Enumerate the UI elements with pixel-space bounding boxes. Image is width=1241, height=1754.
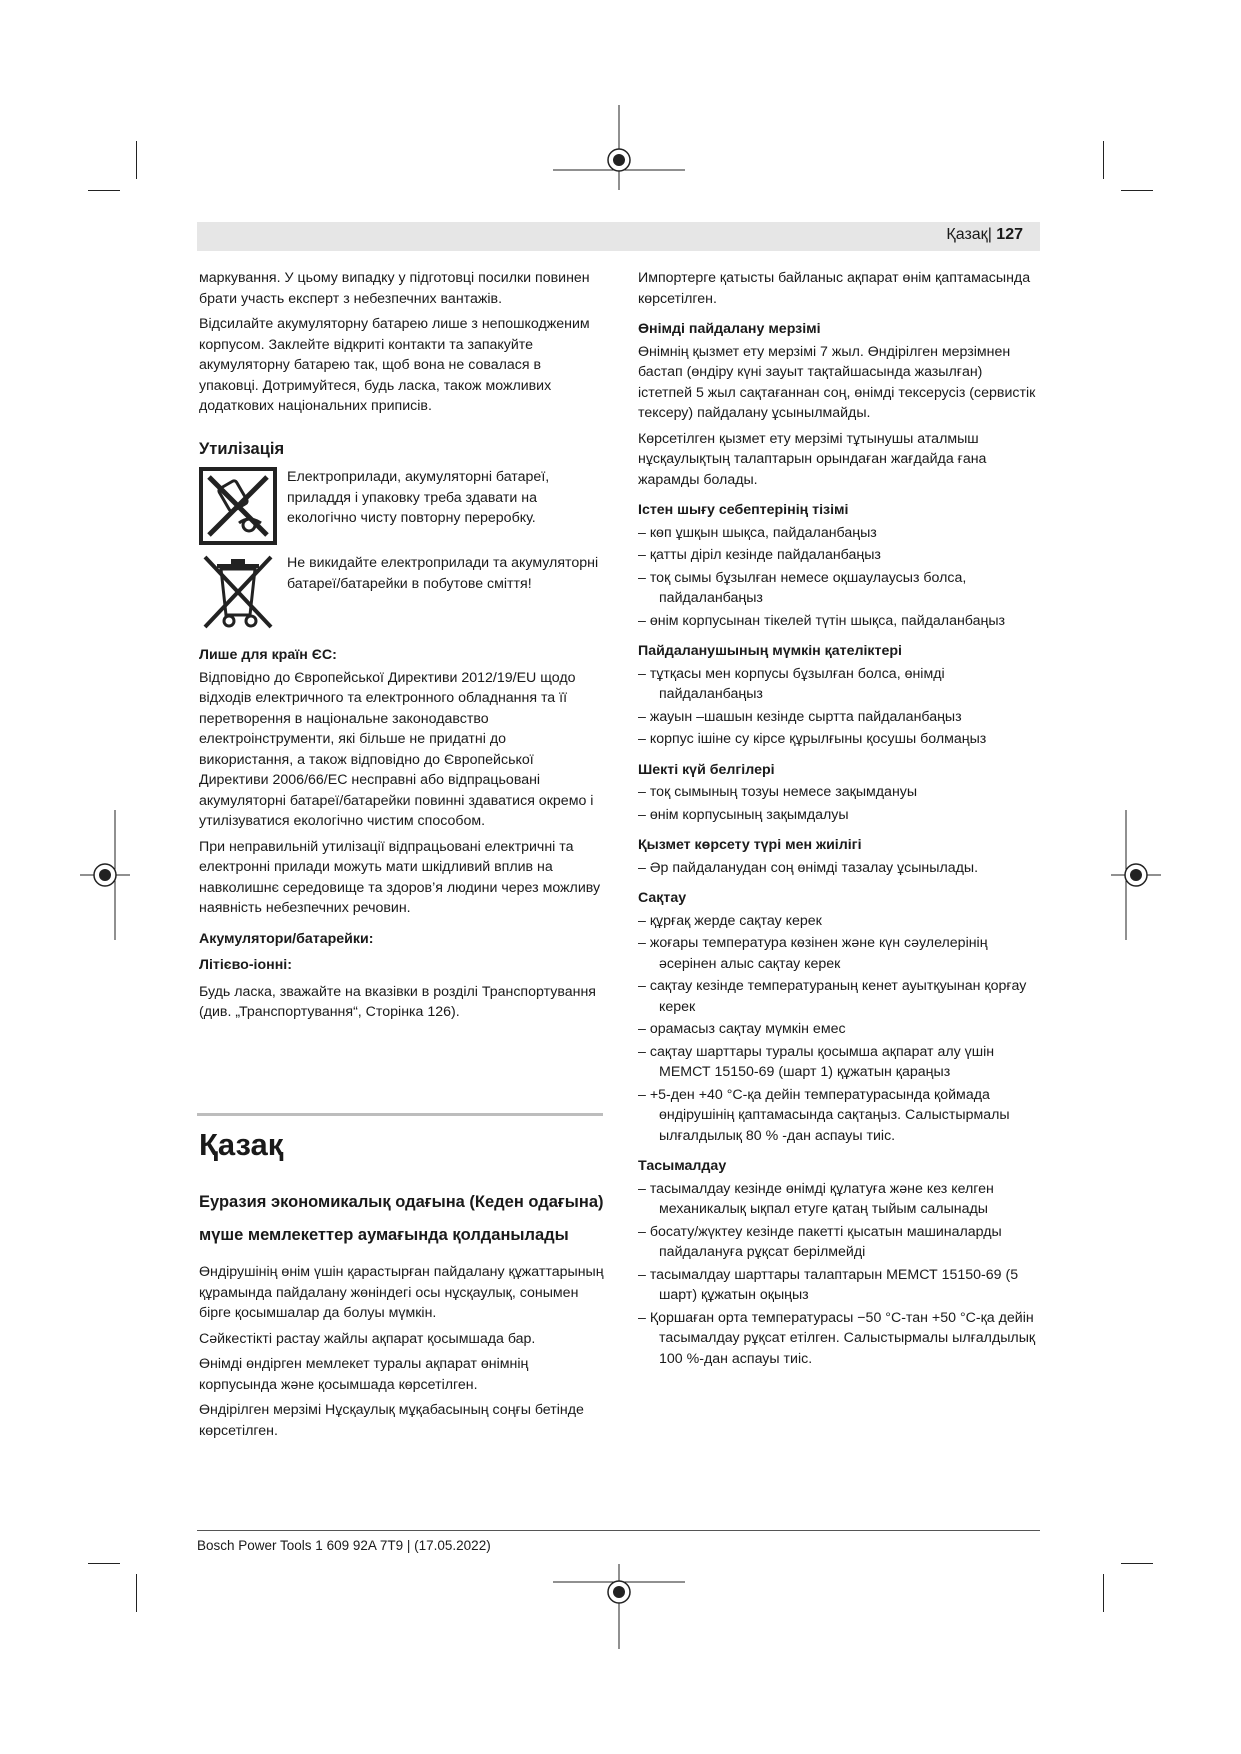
weee-text: Не викидайте електроприлади та акумуляторні батареї/батарейки в побутове сміття!: [287, 555, 599, 592]
list-item: – сақтау шарттары туралы қосымша ақпарат алу үшін МЕМСТ 15150-69 (шарт 1) құжатын қараңыз: [638, 1042, 1040, 1083]
crop-mark: [1121, 190, 1153, 191]
limit-heading: Шекті күй белгілері: [638, 761, 775, 778]
kazakh-intro: [199, 1186, 609, 1446]
paragraph: Будь ласка, зважайте на вказівки в розділі Транспортування (див. „Транспортування“, Сторінка 126).: [199, 983, 596, 1020]
crop-mark: [88, 1563, 120, 1564]
list-item: – құрғақ жерде сақтау керек: [638, 911, 1040, 932]
crop-mark: [1121, 1563, 1153, 1564]
list-item: – көп ұшқын шықса, пайдаланбаңыз: [638, 523, 1040, 544]
crop-mark: [136, 141, 137, 179]
eu-heading: Лише для країн ЄС:: [199, 647, 337, 663]
list-item: – орамасыз сақтау мүмкін емес: [638, 1019, 1040, 1040]
registration-mark-left: [80, 810, 130, 940]
recycling-icon: [199, 467, 277, 545]
registration-mark-bottom: [553, 1564, 685, 1649]
paragraph: Өнімді өндірген мемлекет туралы ақпарат өнімнің корпусында және қосымшада көрсетілген.: [199, 1356, 529, 1393]
paragraph: Өнімнің қызмет ету мерзімі 7 жыл. Өндірілген мерзімнен бастап (өндіру күні зауыт тақтайшасында жазылған) істетпей 5 жыл сақтағаннан соң, өнімді тексерусіз (сервистік тексеру) пайдалану ұсынылмайды.: [638, 343, 1036, 421]
paragraph: Көрсетілген қызмет ету мерзімі тұтынушы аталмыш нұсқаулықтың талаптарын орындаған жағдайда ғана жарамды болады.: [638, 430, 987, 488]
maintenance-heading: Қызмет көрсету түрі мен жиілігі: [638, 837, 862, 853]
crop-mark: [1103, 1574, 1104, 1612]
footer-text: Bosch Power Tools 1 609 92A 7T9 | (17.05.2022): [197, 1538, 491, 1553]
service-life-heading: Өнімді пайдалану мерзімі: [638, 321, 821, 337]
list-item: – тоқ сымының тозуы немесе зақымдануы: [638, 782, 1040, 803]
paragraph: маркування. У цьому випадку у підготовці посилки повинен брати участь експерт з небезпечних вантажів.: [199, 270, 590, 307]
registration-mark-top: [553, 105, 685, 190]
failure-list: [638, 523, 1040, 632]
header-separator: |: [987, 226, 992, 243]
failure-heading: Істен шығу себептерінің тізімі: [638, 502, 849, 518]
crop-mark: [136, 1574, 137, 1612]
transport-heading: Тасымалдау: [638, 1158, 727, 1174]
page-number: 127: [996, 226, 1023, 243]
list-item: – өнім корпусынан тікелей түтін шықса, пайдаланбаңыз: [638, 611, 1040, 632]
list-item: – Әр пайдаланудан соң өнімді тазалау ұсынылады.: [638, 858, 1040, 879]
page-header: [197, 222, 1040, 251]
paragraph: Відповідно до Європейської Директиви 2012/19/EU щодо відходів електричного та електронного обладнання та її перетворення в національне законодавство електроінструменти, які більше не придатні до використання, а також відповідно до Європейської Директиви 2006/66/EC несправні або відпрацьовані акумуляторні батареї/батарейки повинні здаватися окремо і утилізуватися екологічно чистим способом.: [199, 669, 594, 829]
disposal-heading: Утилізація: [199, 439, 285, 458]
crop-mark: [88, 190, 120, 191]
header-label: [946, 226, 1023, 244]
section-title: Қазақ: [199, 1127, 284, 1162]
list-item: – өнім корпусының зақымдалуы: [638, 805, 1040, 826]
section-divider: [197, 1113, 603, 1116]
right-column: [638, 268, 1040, 1371]
header-section: Қазақ: [946, 226, 988, 243]
left-column: [199, 268, 604, 1028]
recycle-text: Електроприлади, акумуляторні батареї, приладдя і упаковку треба здавати на екологічно чисту повторну переробку.: [287, 469, 550, 526]
paragraph: При неправильній утилізації відпрацьовані електричні та електронні прилади можуть мати шкідливий вплив на навколишнє середовище та здоров’я людини через можливу наявність небезпечних речовин.: [199, 838, 601, 916]
footer-rule: [197, 1530, 1040, 1531]
list-item: – жоғары температура көзінен және күн сәулелерінің әсерінен алыс сақтау керек: [638, 933, 1040, 974]
registration-mark-right: [1111, 810, 1161, 940]
maintenance-list: [638, 858, 1040, 879]
liion-heading: Літієво-іонні:: [199, 957, 292, 973]
list-item: – тұтқасы мен корпусы бұзылған болса, өнімді пайдаланбаңыз: [638, 664, 1040, 705]
battery-heading: Акумулятори/батарейки:: [199, 930, 374, 947]
list-item: – +5-ден +40 °C-қа дейін температурасында қоймада өндірушінің қаптамасында сақтаңыз. Салыстырмалы ылғалдылық 80 % -дан аспауы тиіс.: [638, 1085, 1040, 1147]
paragraph: Өндірушінің өнім үшін қарастырған пайдалану құжаттарының құрамында пайдалану жөніндегі осы нұсқаулық, сонымен бірге қосымшалар да болуы мүмкін.: [199, 1264, 604, 1321]
recycle-notice: [199, 467, 604, 545]
storage-heading: Сақтау: [638, 890, 687, 906]
list-item: – тасымалдау шарттары талаптарын МЕМСТ 15150-69 (5 шарт) құжатын оқыңыз: [638, 1265, 1040, 1306]
errors-list: [638, 664, 1040, 750]
paragraph: Импортерге қатысты байланыс ақпарат өнім қаптамасында көрсетілген.: [638, 270, 1031, 307]
storage-list: [638, 911, 1040, 1147]
transport-list: [638, 1179, 1040, 1370]
list-item: – корпус ішіне су кірсе құрылғыны қосушы болмаңыз: [638, 729, 1040, 750]
crop-mark: [1103, 141, 1104, 179]
list-item: – сақтау кезінде температураның кенет ауытқуынан қорғау керек: [638, 976, 1040, 1017]
list-item: – қатты діріл кезінде пайдаланбаңыз: [638, 545, 1040, 566]
errors-heading: Пайдаланушының мүмкін қателіктері: [638, 643, 902, 659]
list-item: – тоқ сымы бұзылған немесе оқшаулаусыз болса, пайдаланбаңыз: [638, 568, 1040, 609]
list-item: – босату/жүктеу кезінде пакетті қысатын машиналарды пайдалануға рұқсат берілмейді: [638, 1222, 1040, 1263]
list-item: – жауын –шашын кезінде сыртта пайдаланбаңыз: [638, 707, 1040, 728]
paragraph: Сәйкестікті растау жайлы ақпарат қосымшада бар.: [199, 1330, 536, 1347]
weee-notice: [199, 553, 604, 631]
paragraph: Өндірілген мерзімі Нұсқаулық мұқабасының соңғы бетінде көрсетілген.: [199, 1402, 584, 1439]
crossed-out-bin-icon: [199, 553, 277, 631]
paragraph: Відсилайте акумуляторну батарею лише з непошкодженим корпусом. Заклейте відкриті контакти та запакуйте акумуляторну батарею так, щоб вона не совалася в упаковці. Дотримуйтеся, будь ласка, також можливих додаткових національних приписів.: [199, 316, 590, 414]
limit-list: [638, 782, 1040, 825]
list-item: – тасымалдау кезінде өнімді құлатуға және кез келген механикалық ықпал етуге қатаң тыйым салынады: [638, 1179, 1040, 1220]
section-subtitle: Еуразия экономикалық одағына (Кеден одағына) мүше мемлекеттер аумағында қолданылады: [199, 1193, 604, 1244]
list-item: – Қоршаған орта температурасы −50 °C-тан +50 °C-қа дейін тасымалдау рұқсат етілген. Салыстырмалы ылғалдылық 100 %-дан аспауы тиіс.: [638, 1308, 1040, 1370]
